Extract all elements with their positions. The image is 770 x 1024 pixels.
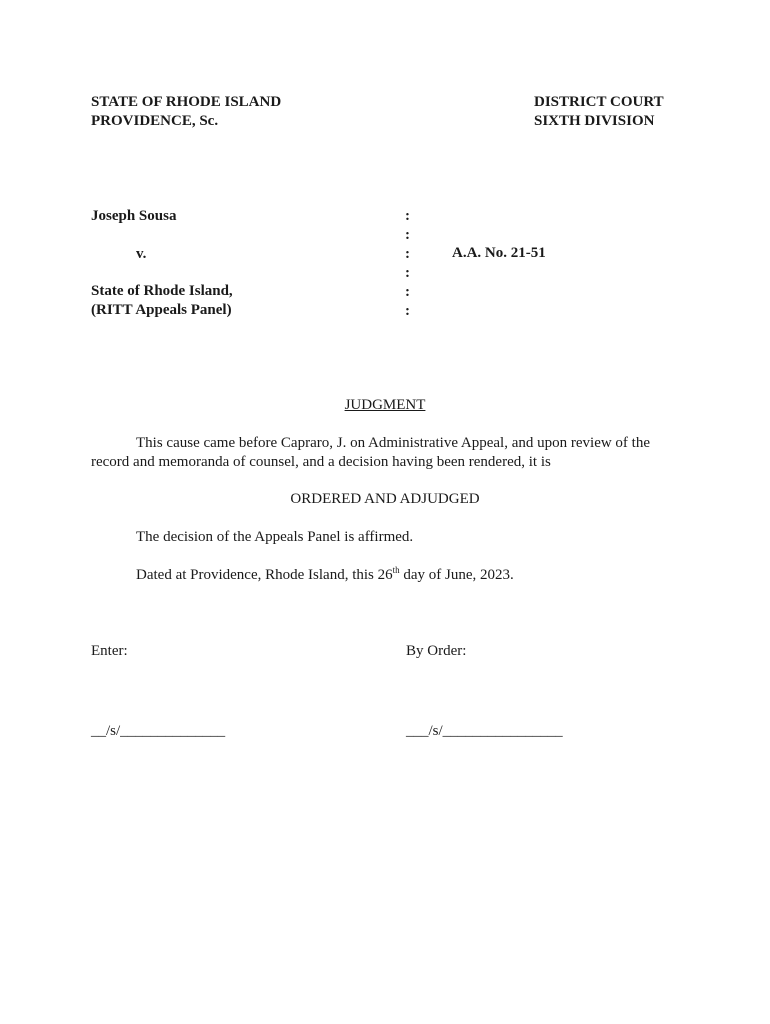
ordered-heading: ORDERED AND ADJUDGED [290, 491, 480, 507]
versus-label: v. [136, 246, 147, 262]
caption-colon: : [405, 227, 410, 243]
dated-statement [136, 566, 514, 585]
plaintiff-name: Joseph Sousa [91, 208, 177, 224]
caption-colon: : [405, 303, 410, 319]
court-name: DISTRICT COURT [534, 94, 664, 110]
caption-colon: : [405, 208, 410, 224]
by-order-label: By Order: [406, 643, 467, 659]
caption-colon: : [405, 246, 410, 262]
case-number: A.A. No. 21-51 [452, 245, 546, 261]
state-name: STATE OF RHODE ISLAND [91, 94, 282, 110]
enter-signature-line: __/s/______________ [91, 723, 226, 739]
dated-ordinal: th [392, 565, 400, 575]
dated-suffix: day of June, 2023. [399, 567, 514, 583]
dated-prefix: Dated at Providence, Rhode Island, this 26 [136, 567, 393, 583]
defendant-name: State of Rhode Island, [91, 283, 233, 299]
judgment-paragraph: This cause came before Capraro, J. on Administrative Appeal, and upon review of the record and memoranda of counsel, and a decision having been rendered, it is [91, 435, 651, 470]
court-division-header [534, 93, 664, 131]
county-name: PROVIDENCE, Sc. [91, 113, 219, 129]
caption-colon: : [405, 265, 410, 281]
defendant-panel: (RITT Appeals Panel) [91, 302, 232, 318]
judgment-title: JUDGMENT [344, 397, 426, 413]
by-order-signature-line: ___/s/________________ [406, 723, 563, 739]
court-state-header [91, 93, 281, 131]
enter-label: Enter: [91, 643, 128, 659]
decision-statement: The decision of the Appeals Panel is affirmed. [136, 529, 414, 545]
caption-colon: : [405, 284, 410, 300]
division-name: SIXTH DIVISION [534, 113, 655, 129]
